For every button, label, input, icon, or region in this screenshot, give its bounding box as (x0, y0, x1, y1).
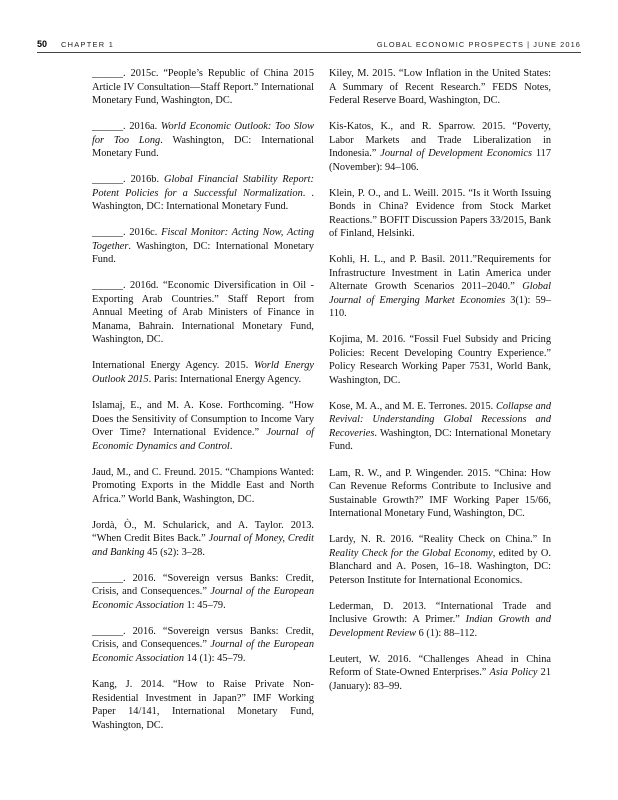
reference-entry (92, 173, 314, 214)
chapter-label: CHAPTER 1 (61, 40, 115, 49)
reference-text: , edited by O. Blanchard and A. Posen, 16–18. Washington, DC: Peterson Institute for International Economics. (329, 547, 551, 586)
reference-text: 21 (January): 83–99. (329, 667, 551, 692)
reference-italic-title: Journal of Money, Credit and Banking (92, 533, 314, 558)
reference-text: ______. 2015c. “People’s Republic of China 2015 Article IV Consultation—Staff Report.” International Monetary Fund, Washington, DC. (92, 68, 314, 106)
reference-italic-title: Fiscal Monitor: Acting Now, Acting Together (92, 227, 315, 252)
reference-entry (329, 187, 551, 241)
reference-text: Kojima, M. 2016. “Fossil Fuel Subsidy and Pricing Policies: Recent Developing Country Experience.” Policy Research Working Paper 7531, World Bank, Washington, DC. (329, 334, 551, 386)
reference-italic-title: Journal of the European Economic Association (92, 586, 314, 611)
reference-entry (92, 67, 314, 108)
reference-text: Klein, P. O., and L. Weill. 2015. “Is it Worth Issuing Bonds in China? Evidence from Stock Market Reactions.” BOFIT Discussion Papers 33/2015, Bank of Finland, Helsinki. (329, 187, 551, 240)
reference-text: Lardy, N. R. 2016. “Reality Check on China.” In (329, 534, 551, 546)
reference-text: . Paris: International Energy Agency. (148, 373, 302, 385)
reference-text: ______. 2016. “Sovereign versus Banks: Credit, Crisis, and Consequences.” (92, 625, 314, 651)
reference-entry (92, 279, 314, 347)
reference-text: ______. 2016c. (92, 227, 162, 239)
reference-text: Lam, R. W., and P. Wingender. 2015. “China: How Can Revenue Reforms Contribute to Inclusive and Sustainable Growth?” IMF Working Paper 15/66, International Monetary Fund, Washington, DC. (329, 467, 551, 520)
reference-italic-title: World Energy Outlook 2015 (92, 360, 315, 385)
reference-text: . Washington, DC: International Monetary Fund. (92, 240, 314, 266)
reference-text: ______. 2016b. (92, 174, 165, 186)
page-header (0, 0, 618, 60)
references-left-column (92, 67, 314, 732)
reference-text: ______. 2016d. “Economic Diversification in Oil -Exporting Arab Countries.” Staff Report from Annual Meeting of Arab Ministers of Finance in Manama, Bahrain. International Monetary Fund, Washington, DC. (92, 280, 314, 346)
reference-text: Kis-Katos, K., and R. Sparrow. 2015. “Poverty, Labor Markets and Trade Liberalization in Indonesia.” (329, 121, 551, 160)
reference-text: 45 (s2): 3–28. (144, 546, 205, 558)
reference-entry (329, 400, 551, 454)
reference-entry (329, 67, 551, 108)
reference-italic-title: Journal of the European Economic Association (92, 639, 314, 664)
reference-text: Kang, J. 2014. “How to Raise Private Non-Residential Investment in Japan?” IMF Working Paper 14/141, International Monetary Fund, Washington, DC. (92, 679, 314, 731)
reference-italic-title: Collapse and Revival: Understanding Global Recessions and Recoveries (329, 400, 551, 439)
reference-entry (329, 600, 551, 641)
reference-text: Leutert, W. 2016. “Challenges Ahead in China Reform of State-Owned Enterprises.” (329, 653, 551, 679)
reference-entry (329, 533, 551, 587)
reference-text: Jordà, Ò., M. Schularick, and A. Taylor. 2013. “When Credit Bites Back.” (92, 519, 314, 545)
reference-entry (92, 399, 314, 453)
reference-text: Kose, M. A., and M. E. Terrones. 2015. (329, 400, 496, 412)
reference-italic-title: Journal of Economic Dynamics and Control (92, 427, 314, 452)
reference-text: . Washington, DC: International Monetary Fund. (329, 427, 551, 453)
reference-text: 3(1): 59–110. (329, 294, 552, 320)
reference-entry (92, 519, 314, 560)
reference-text: . Washington, DC: International Monetary Fund. (92, 134, 314, 160)
reference-italic-title: Indian Growth and Development Review (329, 614, 551, 639)
reference-text: Lederman, D. 2013. “International Trade and Inclusive Growth: A Primer.” (329, 600, 551, 626)
reference-text: . (229, 440, 233, 452)
reference-entry (92, 572, 314, 613)
reference-text: 14 (1): 45–79. (184, 652, 246, 664)
reference-entry (92, 678, 314, 732)
reference-entry (92, 120, 314, 161)
reference-text: . . Washington, DC: International Monetary Fund. (92, 187, 315, 213)
reference-italic-title: Reality Check for the Global Economy (329, 547, 493, 559)
reference-italic-title: Global Journal of Emerging Market Economies (329, 281, 551, 306)
reference-entry (329, 253, 551, 321)
reference-text: ______. 2016a. (92, 121, 161, 133)
reference-entry (92, 226, 314, 267)
page-number: 50 (37, 39, 48, 49)
reference-italic-title: Asia Policy (489, 667, 538, 679)
reference-entry (329, 467, 551, 521)
reference-entry (329, 333, 551, 387)
reference-text: 117 (November): 94–106. (329, 148, 551, 173)
running-title: GLOBAL ECONOMIC PROSPECTS | JUNE 2016 (376, 40, 581, 49)
reference-italic-title: Journal of Development Economics (380, 148, 532, 160)
header-rule (37, 52, 581, 53)
reference-text: 6 (1): 88–112. (416, 627, 478, 639)
reference-entry (92, 359, 314, 386)
reference-text: Kohli, H. L., and P. Basil. 2011.”Requirements for Infrastructure Investment in Latin America under Alternate Growth Scenarios 2011–2040.” (329, 254, 551, 293)
references-right-column (329, 67, 551, 693)
reference-text: Jaud, M., and C. Freund. 2015. “Champions Wanted: Promoting Exports in the Middle East and North Africa.” World Bank, Washington, DC. (92, 466, 314, 505)
reference-italic-title: Global Financial Stability Report: Potent Policies for a Successful Normalization (92, 174, 314, 199)
reference-entry (92, 466, 314, 507)
reference-text: ______. 2016. “Sovereign versus Banks: Credit, Crisis, and Consequences.” (92, 572, 314, 598)
reference-text: Kiley, M. 2015. “Low Inflation in the United States: A Summary of Recent Research.” FEDS Notes, Federal Reserve Board, Washington, DC. (329, 68, 551, 106)
reference-text: Islamaj, E., and M. A. Kose. Forthcoming. “How Does the Sensitivity of Consumption to Income Vary Over Time? International Evidence.” (92, 400, 314, 439)
reference-text: International Energy Agency. 2015. (92, 360, 254, 372)
reference-entry (329, 653, 551, 694)
reference-entry (92, 625, 314, 666)
reference-entry (329, 120, 551, 174)
reference-italic-title: World Economic Outlook: Too Slow for Too Long (92, 121, 314, 146)
reference-text: 1: 45–79. (184, 599, 226, 611)
